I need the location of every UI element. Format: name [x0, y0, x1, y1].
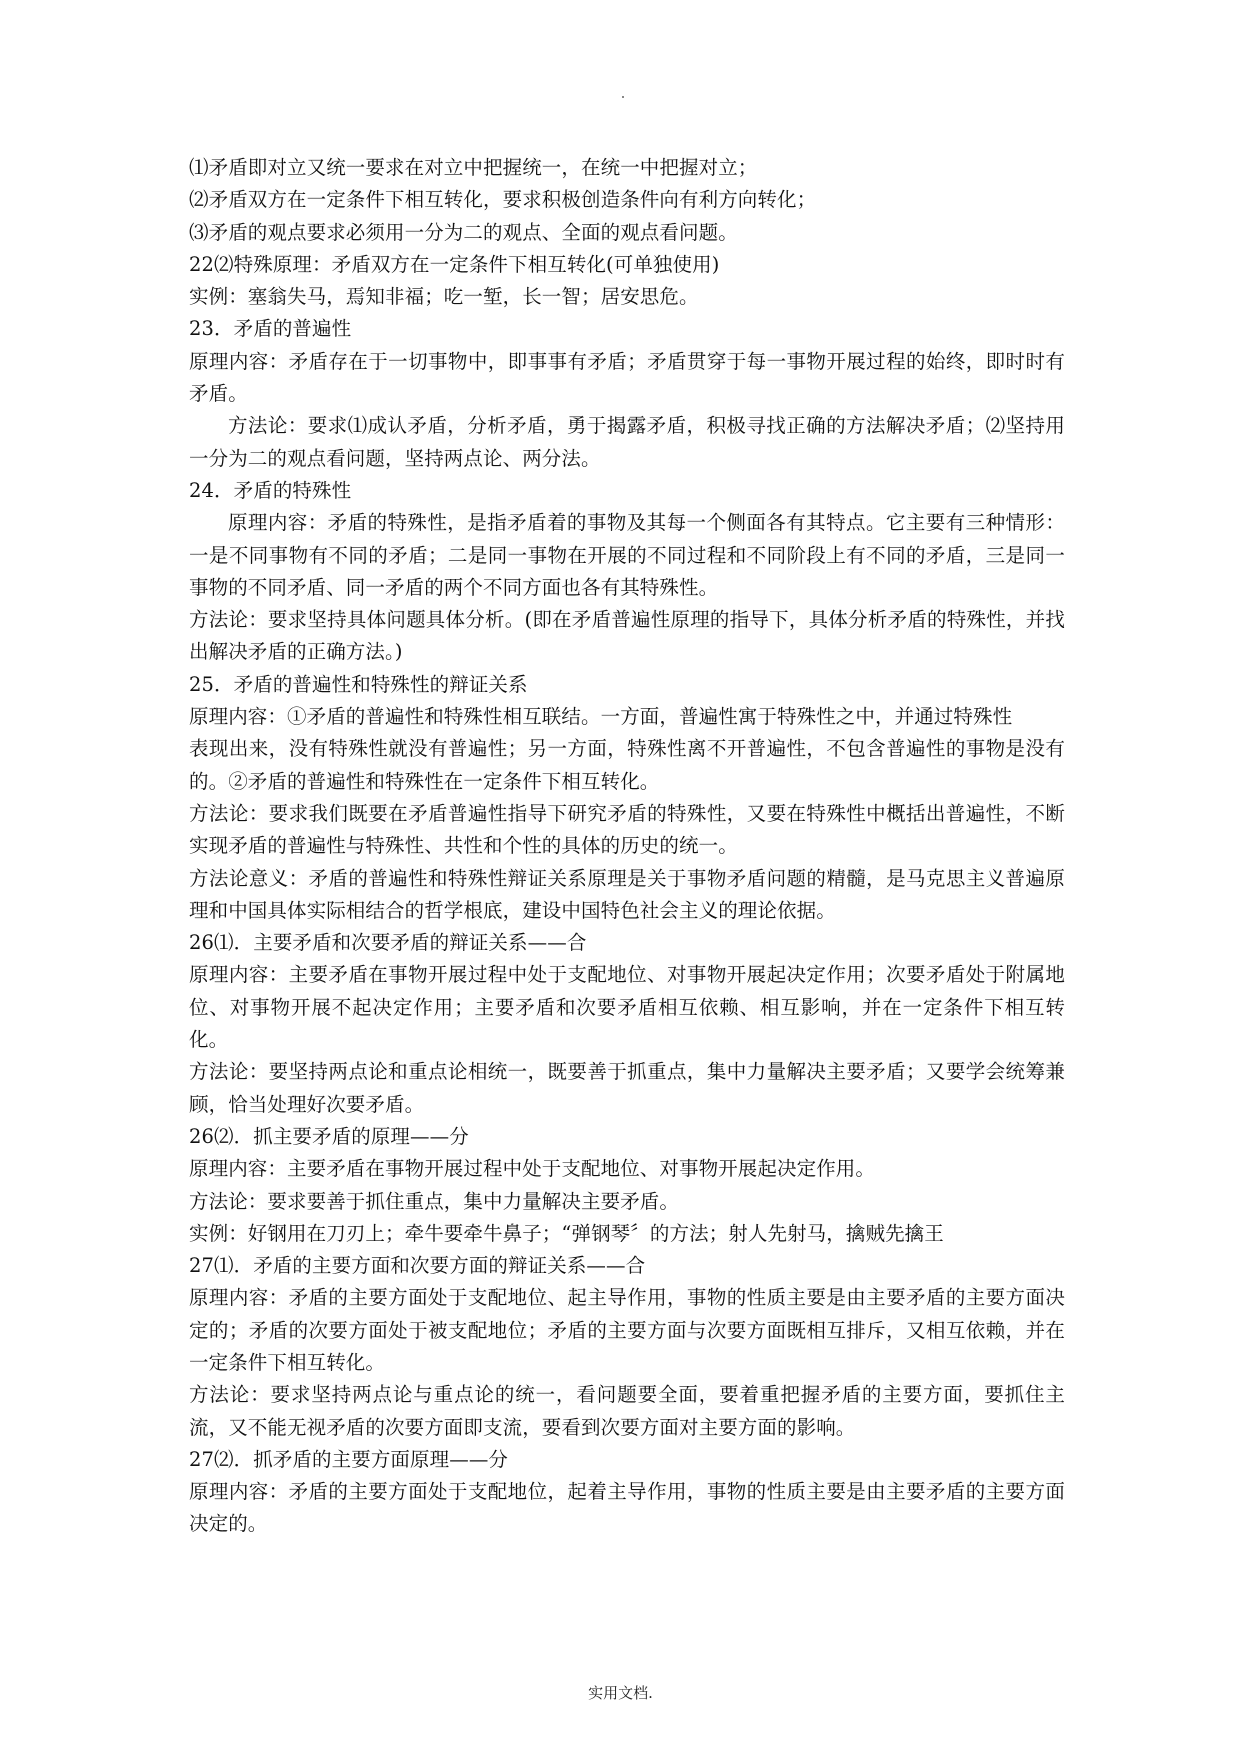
- paragraph: ⑴矛盾即对立又统一要求在对立中把握统一，在统一中把握对立；: [189, 156, 758, 179]
- paragraph: ⑶矛盾的观点要求必须用一分为二的观点、全面的观点看问题。: [189, 220, 738, 244]
- paragraph: 方法论意义：矛盾的普遍性和特殊性辩证关系原理是关于事物矛盾问题的精髓，是马克思主义普遍原理和中国具体实际相结合的哲学根底，建设中国特色社会主义的理论依据。: [189, 866, 1065, 922]
- paragraph: 方法论：要坚持两点论和重点论相统一，既要善于抓重点，集中力量解决主要矛盾；又要学会统筹兼顾，恰当处理好次要矛盾。: [189, 1060, 1065, 1116]
- paragraph: 原理内容：矛盾存在于一切事物中，即事事有矛盾；矛盾贯穿于每一事物开展过程的始终，即时时有矛盾。: [189, 349, 1065, 406]
- paragraph: 原理内容：矛盾的特殊性，是指矛盾着的事物及其每一个侧面各有其特点。它主要有三种情形：一是不同事物有不同的矛盾；二是同一事物在开展的不同过程和不同阶段上有不同的矛盾，三是同一事物的不同矛盾、同一矛盾的两个不同方面也各有其特殊性。: [189, 511, 1065, 599]
- paragraph: 表现出来，没有特殊性就没有普遍性；另一方面，特殊性离不开普遍性，不包含普遍性的事物是没有的。②矛盾的普遍性和特殊性在一定条件下相互转化。: [189, 737, 1065, 793]
- paragraph: 原理内容：①矛盾的普遍性和特殊性相互联结。一方面，普遍性寓于特殊性之中，并通过特殊性: [189, 705, 1013, 729]
- paragraph: 原理内容：矛盾的主要方面处于支配地位、起主导作用，事物的性质主要是由主要矛盾的主要方面决定的；矛盾的次要方面处于被支配地位；矛盾的主要方面与次要方面既相互排斥，又相互依赖，并在一定条件下相互转化。: [189, 1286, 1065, 1374]
- paragraph: 原理内容：主要矛盾在事物开展过程中处于支配地位、对事物开展起决定作用；次要矛盾处于附属地位、对事物开展不起决定作用；主要矛盾和次要矛盾相互依赖、相互影响，并在一定条件下相互转化。: [189, 963, 1065, 1052]
- paragraph: 22⑵特殊原理：矛盾双方在一定条件下相互转化(可单独使用): [189, 252, 720, 276]
- section-heading: 26⑴．主要矛盾和次要矛盾的辩证关系——合: [189, 931, 587, 955]
- paragraph: 原理内容：矛盾的主要方面处于支配地位，起着主导作用，事物的性质主要是由主要矛盾的主要方面决定的。: [189, 1480, 1065, 1536]
- document-body: [189, 152, 1065, 1541]
- paragraph: 实例：塞翁失马，焉知非福；吃一堑，长一智；居安思危。: [189, 285, 699, 309]
- paragraph: ⑵矛盾双方在一定条件下相互转化，要求积极创造条件向有利方向转化；: [189, 188, 817, 212]
- paragraph: 方法论：要求我们既要在矛盾普遍性指导下研究矛盾的特殊性，又要在特殊性中概括出普遍性，不断实现矛盾的普遍性与特殊性、共性和个性的具体的历史的统一。: [189, 801, 1065, 858]
- paragraph: 原理内容：主要矛盾在事物开展过程中处于支配地位、对事物开展起决定作用。: [189, 1157, 876, 1181]
- section-heading: 24．矛盾的特殊性: [189, 478, 352, 502]
- paragraph: 方法论：要求坚持两点论与重点论的统一，看问题要全面，要着重把握矛盾的主要方面，要抓住主流，又不能无视矛盾的次要方面即支流，要看到次要方面对主要方面的影响。: [189, 1383, 1065, 1439]
- section-heading: 27⑵．抓矛盾的主要方面原理——分: [189, 1447, 509, 1471]
- page-footer: 实用文档.: [588, 1684, 653, 1702]
- paragraph: 实例：好钢用在刀刃上；牵牛要牵牛鼻子；“弹钢琴〞的方法；射人先射马，擒贼先擒王: [189, 1221, 944, 1245]
- section-heading: 27⑴．矛盾的主要方面和次要方面的辩证关系——合: [189, 1254, 646, 1278]
- section-heading: 25．矛盾的普遍性和特殊性的辩证关系: [189, 672, 528, 696]
- paragraph: 方法论：要求要善于抓住重点，集中力量解决主要矛盾。: [189, 1189, 680, 1213]
- section-heading: 26⑵．抓主要矛盾的原理——分: [189, 1124, 469, 1148]
- paragraph: 方法论：要求⑴成认矛盾，分析矛盾，勇于揭露矛盾，积极寻找正确的方法解决矛盾；⑵坚持用一分为二的观点看问题，坚持两点论、两分法。: [189, 414, 1065, 470]
- section-heading: 23．矛盾的普遍性: [189, 317, 352, 341]
- header-dot: [622, 96, 624, 98]
- paragraph: 方法论：要求坚持具体问题具体分析。(即在矛盾普遍性原理的指导下，具体分析矛盾的特殊性，并找出解决矛盾的正确方法。): [189, 608, 1065, 664]
